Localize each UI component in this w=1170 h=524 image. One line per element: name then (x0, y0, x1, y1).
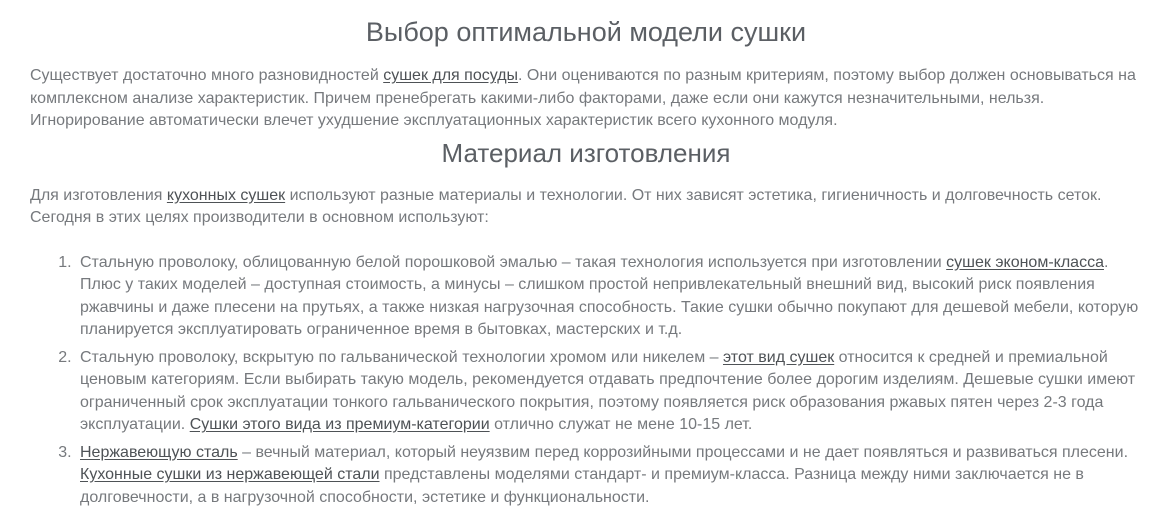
intro-paragraph: Существует достаточно много разновидностей сушек для посуды. Они оцениваются по разным критериям, поэтому выбор должен основываться на комплексном анализе характеристик. Причем пренебрегать какими-либо факторами, даже если они кажутся незначительными, нельзя. Игнорирование автоматически влечет ухудшение эксплуатационных характеристик всего кухонного модуля. (30, 67, 1136, 129)
page-title: Выбор оптимальной модели сушки (365, 17, 807, 47)
material-intro-paragraph: Для изготовления кухонных сушек используют разные материалы и технологии. От них зависят эстетика, гигиеничность и долговечность сеток. Сегодня в этих целях производители в основном используют: (30, 186, 1102, 226)
inline-link[interactable]: сушек эконом-класса (946, 253, 1104, 271)
inline-link[interactable]: сушек для посуды (383, 67, 519, 84)
article (30, 16, 1142, 509)
inline-link[interactable]: Кухонные сушки из нержавеющей стали (80, 466, 380, 483)
materials-list-item-3: 3. Нержавеющую сталь – вечный материал, который неуязвим перед коррозийными процессами и не дает появляться и развиваться плесени. Кухонные сушки из нержавеющей стали представлены моделями стандарт- и премиум-класса. Разница между ними заключается не в долговечности, а в нагрузочной способности, эстетике и функциональности. (76, 442, 1142, 510)
inline-link[interactable]: кухонных сушек (166, 186, 286, 204)
materials-list-item-2: 2. Стальную проволоку, вскрытую по гальванической технологии хромом или никелем – этот вид сушек относится к средней и премиальной ценовым категориям. Если выбирать такую модель, рекомендуется отдавать предпочтение более дорогим изделиям. Дешевые сушки имеют ограниченный срок эксплуатации тонкого гальванического покрытия, поэтому появляется риск образования ржавых пятен через 2-3 года эксплуатации. Сушки этого вида из премиум-категории отлично служат не мене 10-15 лет. (76, 347, 1142, 437)
inline-link[interactable]: Сушки этого вида из премиум-категории (189, 416, 490, 433)
inline-link[interactable]: этот вид сушек (722, 348, 835, 366)
inline-link[interactable]: Нержавеющую сталь (80, 443, 238, 461)
materials-list-item-1: 1. Стальную проволоку, облицованную белой порошковой эмалью – такая технология используется при изготовлении сушек эконом-класса. Плюс у таких моделей – доступная стоимость, а минусы – слишком простой непривлекательный внешний вид, высокий риск появления ржавчины и даже плесени на прутьях, а также низкая нагрузочная способность. Такие сушки обычно покупают для дешевой мебели, которую планируется эксплуатировать ограниченное время в бытовках, мастерских и т.д. (76, 252, 1142, 342)
materials-list (30, 252, 1142, 510)
section-title-material: Материал изготовления (441, 137, 731, 168)
